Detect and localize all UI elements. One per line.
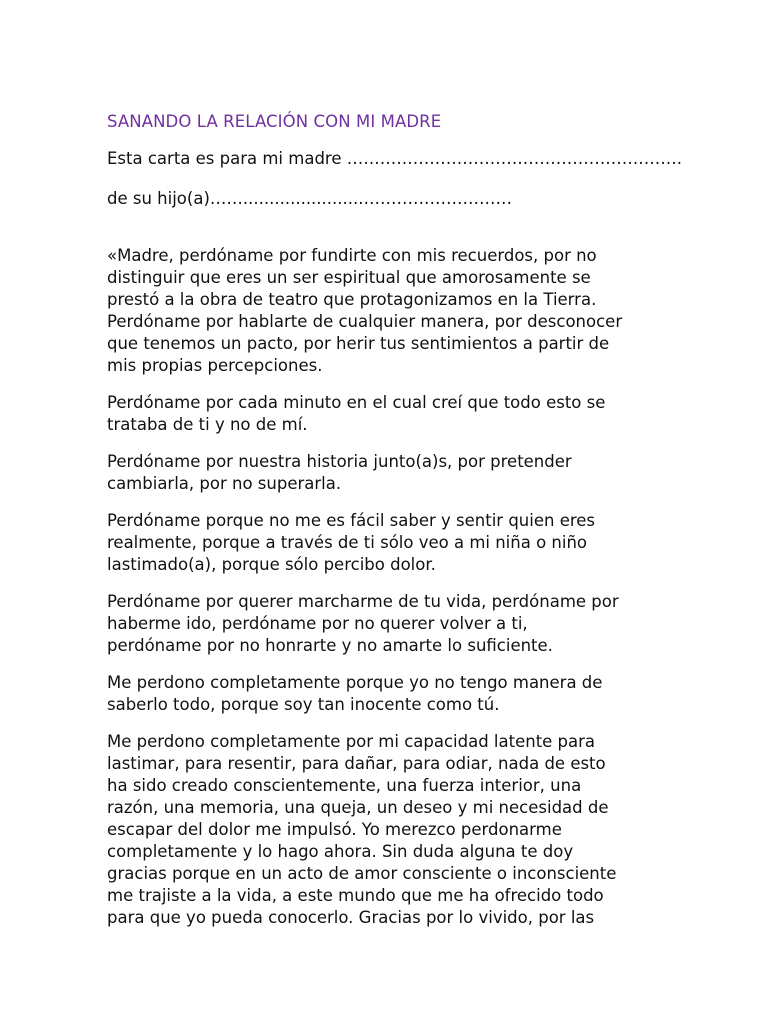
dedication-line: Esta carta es para mi madre ……………………………………………………. (107, 149, 682, 168)
paragraph-7: Me perdono completamente por mi capacidad latente para lastimar, para resentir, para dañar, para odiar, nada de esto ha sido creado conscientemente, una fuerza interior, una razón, una memoria, una queja, un deseo y mi necesidad de escapar del dolor me impulsó. Yo merezco perdonarme completamente y lo hago ahora. Sin duda alguna te doy gracias porque en un acto de amor consciente o inconsciente me trajiste a la vida, a este mundo que me ha ofrecido todo para que yo pueda conocerlo. Gracias por lo vivido, por las (107, 732, 617, 927)
paragraph-1: «Madre, perdóname por fundirte con mis recuerdos, por no distinguir que eres un ser espiritual que amorosamente se prestó a la obra de teatro que protagonizamos en la Tierra. Perdóname por hablarte de cualquier manera, por desconocer que tenemos un pacto, por herir tus sentimientos a partir de mis propias percepciones. (107, 246, 623, 375)
paragraph-2: Perdóname por cada minuto en el cual creí que todo esto se trataba de ti y no de mí. (107, 393, 606, 434)
paragraph-3: Perdóname por nuestra historia junto(a)s, por pretender cambiarla, por no superarla. (107, 452, 572, 493)
letter-body (107, 245, 667, 944)
paragraph-4: Perdóname porque no me es fácil saber y sentir quien eres realmente, porque a través de ti sólo veo a mi niña o niño lastimado(a), porque sólo percibo dolor. (107, 511, 596, 574)
from-line: de su hijo(a)…….......................……………………… (107, 189, 513, 208)
document-title: SANANDO LA RELACIÓN CON MI MADRE (107, 112, 442, 131)
paragraph-5: Perdóname por querer marcharme de tu vida, perdóname por haberme ido, perdóname por no querer volver a ti, perdóname por no honrarte y no amarte lo suficiente. (107, 592, 619, 655)
paragraph-6: Me perdono completamente porque yo no tengo manera de saberlo todo, porque soy tan inocente como tú. (107, 673, 603, 714)
